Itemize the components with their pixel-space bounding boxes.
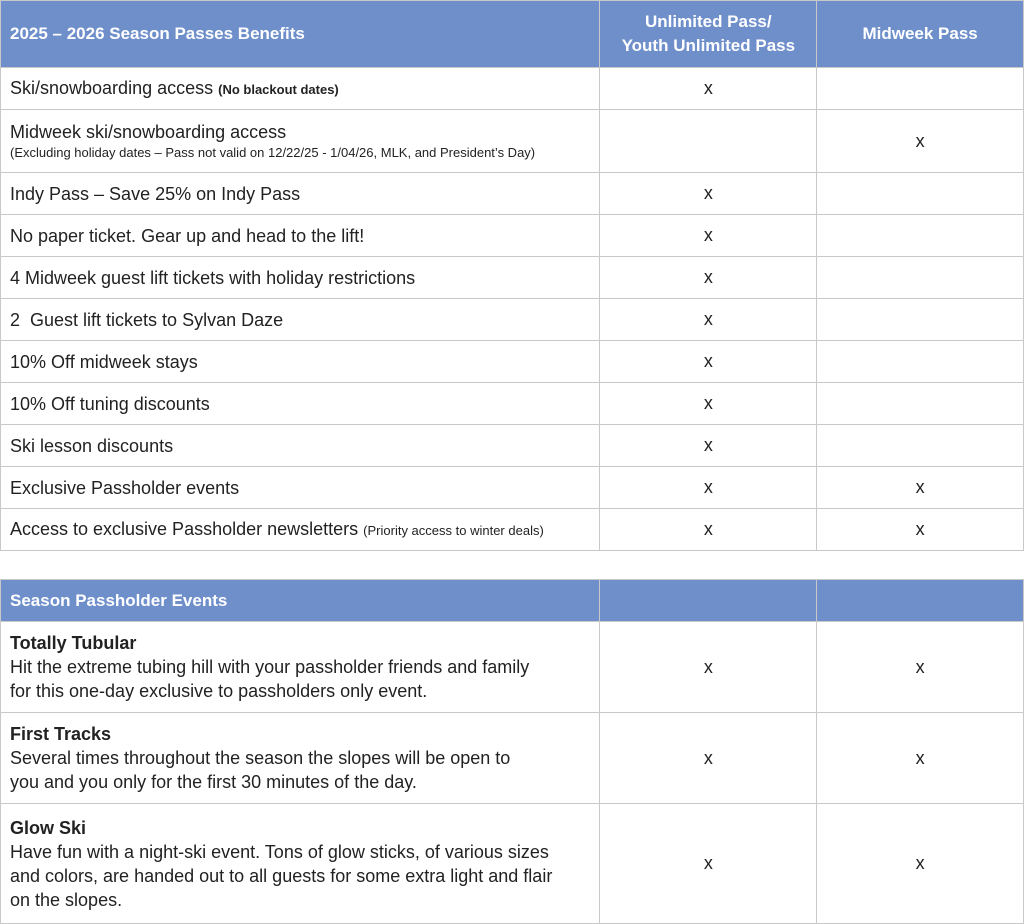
unlimited-mark: x [600,173,817,215]
unlimited-mark: x [600,509,817,551]
event-desc-line: Several times throughout the season the slopes will be open to [10,748,511,768]
unlimited-mark: x [600,257,817,299]
column-header-midweek: Midweek Pass [817,1,1024,68]
benefit-label: Exclusive Passholder events [1,467,600,509]
event-desc-line: for this one-day exclusive to passholders only event. [10,681,428,701]
benefit-label [1,110,600,173]
events-header-empty [600,580,817,622]
benefit-label: 4 Midweek guest lift tickets with holiday restrictions [1,257,600,299]
benefit-note: (No blackout dates) [218,81,339,97]
column-header-unlimited [600,1,817,68]
event-desc-line: on the slopes. [10,889,123,910]
unlimited-mark [600,110,817,173]
benefit-label: Indy Pass – Save 25% on Indy Pass [1,173,600,215]
column-header-unlimited-line2: Youth Unlimited Pass [621,36,796,55]
unlimited-mark: x [600,383,817,425]
unlimited-mark: x [600,467,817,509]
events-header-empty [817,580,1024,622]
benefit-label: Ski lesson discounts [1,425,600,467]
table-row [1,425,1024,467]
benefit-label: No paper ticket. Gear up and head to the lift! [1,215,600,257]
benefit-note: (Priority access to winter deals) [363,522,544,538]
event-desc-line: and colors, are handed out to all guests for some extra light and flair [10,865,553,886]
benefit-label-text: Ski/snowboarding access [10,77,214,98]
event-cell [1,804,600,924]
midweek-mark [817,257,1024,299]
event-cell [1,713,600,804]
event-desc-line: Have fun with a night-ski event. Tons of glow sticks, of various sizes [10,841,549,862]
table-row [1,804,1024,924]
midweek-mark [817,341,1024,383]
benefit-label-text: Access to exclusive Passholder newsletters [10,518,359,539]
table-row [1,713,1024,804]
table-row [1,341,1024,383]
midweek-mark: x [817,622,1024,713]
midweek-mark: x [817,110,1024,173]
table-row [1,173,1024,215]
table-row [1,509,1024,551]
benefits-title: 2025 – 2026 Season Passes Benefits [1,1,600,68]
event-desc-line: you and you only for the first 30 minutes of the day. [10,772,417,792]
benefit-label [1,68,600,110]
event-title: Glow Ski [10,817,87,838]
benefit-note: (Excluding holiday dates – Pass not valid on 12/22/25 - 1/04/26, MLK, and President’s Day) [10,145,536,160]
event-desc-line: Hit the extreme tubing hill with your passholder friends and family [10,657,530,677]
midweek-mark [817,299,1024,341]
midweek-mark: x [817,804,1024,924]
benefit-label: 10% Off tuning discounts [1,383,600,425]
events-header-row [1,580,1024,622]
column-header-unlimited-line1: Unlimited Pass/ [645,12,772,31]
table-row [1,622,1024,713]
table-row [1,299,1024,341]
benefit-label: 2 Guest lift tickets to Sylvan Daze [1,299,600,341]
events-title: Season Passholder Events [1,580,600,622]
unlimited-mark: x [600,68,817,110]
benefit-label: 10% Off midweek stays [1,341,600,383]
unlimited-mark: x [600,622,817,713]
midweek-mark [817,173,1024,215]
unlimited-mark: x [600,425,817,467]
unlimited-mark: x [600,299,817,341]
unlimited-mark: x [600,341,817,383]
table-row [1,383,1024,425]
benefit-label [1,509,600,551]
unlimited-mark: x [600,215,817,257]
table-row [1,110,1024,173]
events-table [0,579,1024,924]
midweek-mark [817,425,1024,467]
midweek-mark [817,383,1024,425]
midweek-mark: x [817,467,1024,509]
table-row [1,467,1024,509]
midweek-mark [817,68,1024,110]
table-row [1,215,1024,257]
table-row [1,68,1024,110]
event-title: Totally Tubular [10,633,137,653]
midweek-mark: x [817,509,1024,551]
event-cell [1,622,600,713]
benefits-header-row [1,1,1024,68]
midweek-mark: x [817,713,1024,804]
unlimited-mark: x [600,804,817,924]
unlimited-mark: x [600,713,817,804]
midweek-mark [817,215,1024,257]
table-row [1,257,1024,299]
benefit-label-text: Midweek ski/snowboarding access [10,122,287,142]
event-title: First Tracks [10,724,112,744]
